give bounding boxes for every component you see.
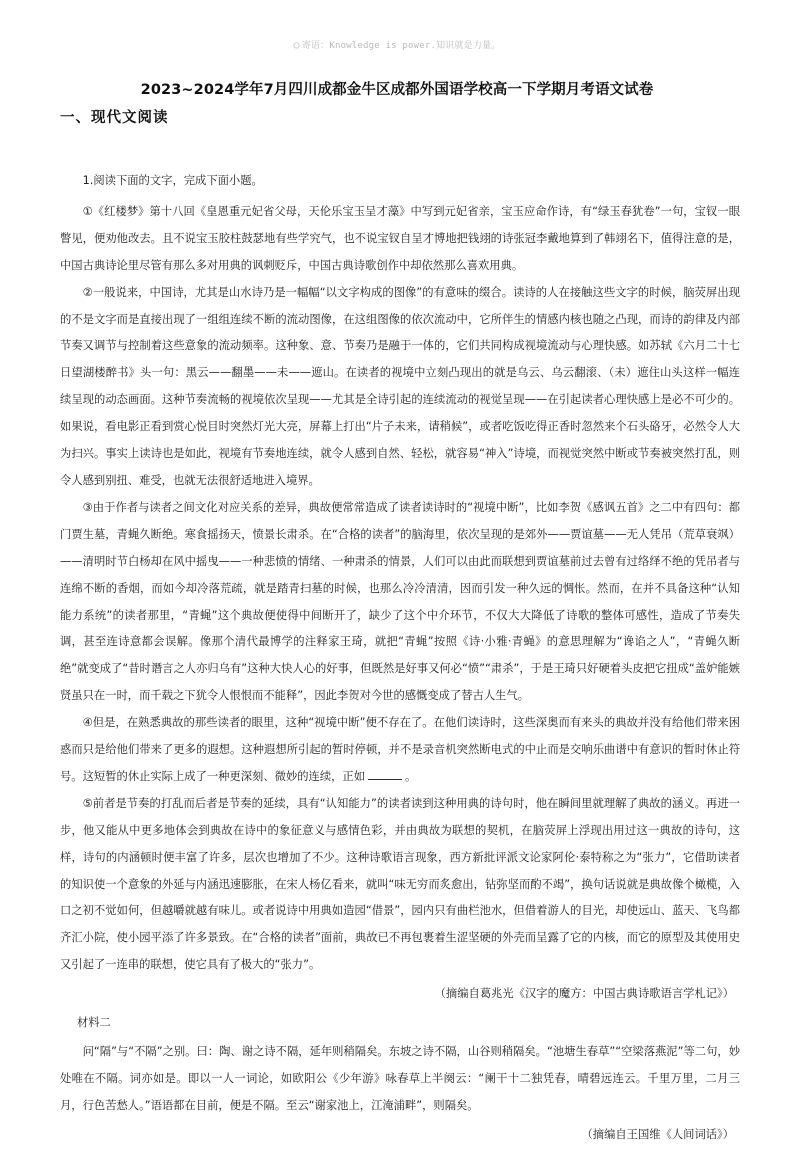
watermark-text: 寄语：Knowledge is power.知识就是力量。 [301,41,501,51]
source-citation-1: （摘编自葛兆光《汉字的魔方：中国古典诗歌语言学札记》） [434,987,734,1001]
reading-passage [60,168,740,1151]
source-citation-2: （摘编自王国维《人间词话》） [581,1127,734,1141]
material-two-paragraph: 问“隔”与“不隔”之别。曰：陶、谢之诗不隔，延年则稍隔矣。东坡之诗不隔，山谷则稍隔矣。“池塘生春草”“空梁落燕泥”等二句，妙处唯在不隔。词亦如是。即以一人一词论，如欧阳公《少年游》咏春草上半阕云：“阑干十二独凭春，晴碧远连云。千里万里，二月三月，行色苦愁人。”语语都在目前，便是不隔。至云“谢家池上，江淹浦畔”，则隔矣。 [60,1045,740,1112]
question-instruction: 1.阅读下面的文字，完成下面小题。 [82,174,263,187]
fill-in-blank [368,767,402,780]
paragraph-4-end: 。 [405,769,417,783]
document-title: 2023~2024学年7月四川成都金牛区成都外国语学校高一下学期月考语文试卷 [140,82,654,98]
paragraph-3: ③由于作者与读者之间文化对应关系的差异，典故便常常造成了读者读诗时的“视境中断”，比如李贺《感讽五首》之二中有四句：都门贾生墓，青蝇久断绝。寒食摇扬天，愤景长肃杀。在“合格的读者”的脑海里，依次呈现的是郊外——贾谊墓——无人凭吊（荒草衰飒）——清明时节白杨却在风中摇曳——一种悲愤的情绪、一种肃杀的情景，人们可以由此而联想到贾谊墓前过去曾有过络绎不绝的凭吊者与连绵不断的香烟，而如今却冷落荒疏，就是踏青扫墓的时候，也那么冷冷清清，因而引发一种久远的惆怅。然而，在并不具备这种“认知能力系统”的读者那里，“青蝇”这个典故便使得中间断开了，缺少了这个中介环节，不仅大大降低了诗歌的整体可感性，造成了节奏失调，甚至连诗意都会误解。像那个清代最博学的注释家王琦，就把“青蝇”按照《诗·小雅·青蝇》的意思理解为“谗谄之人”，“青蝇久断绝”就变成了“昔时谮言之人亦归乌有”这种大快人心的好事，但既然是好事又何必“愤”“肃杀”，于是王琦只好硬着头皮把它扭成“盖妒能嫉贤虽只在一时，而千载之下犹令人恨恨而不能释”，因此李贺对今世的感慨变成了替古人生气。 [60,500,740,703]
paragraph-2: ②一般说来，中国诗，尤其是山水诗乃是一幅幅“以文字构成的图像”的有意味的缀合。读诗的人在接触这些文字的时候，脑荧屏出现的不是文字而是直接出现了一组组连续不断的流动图像，在这组图像的依次流动中，它所伴生的情感内核也随之凸现，而诗的韵律及内部节奏又调节与控制着这些意象的流动频率。这种象、意、节奏乃是融于一体的，它们共同构成视境流动与心理快感。如苏轼《六月二十七日望湖楼醉书》头一句：黑云——翻墨——未——遮山。在读者的视境中立刻凸现出的就是乌云、乌云翻滚、（未）遮住山头这样一幅连续呈现的动态画面。这种节奏流畅的视境依次呈现——尤其是全诗引起的连续流动的视觉呈现——在引起读者心理快感上是必不可少的。如果说，看电影正看到赏心悦目时突然灯光大亮，屏幕上打出“片子未来，请稍候”，或者吃饭吃得正香时忽然来个石头硌牙，必然令人大为扫兴。事实上读诗也是如此，视境有节奏地连续，就令人感到自然、轻松，就容易“神入”诗境，而视觉突然中断或节奏被突然打乱，则令人感到别扭、难受，也就无法很舒适地进入境界。 [60,285,740,487]
paragraph-4-text: ④但是，在熟悉典故的那些读者的眼里，这种“视境中断”便不存在了。在他们读诗时，这些深奥而有来头的典故并没有给他们带来困惑而只是给他们带来了更多的遐想。这种遐想所引起的暂时停顿，并不是录音机突然断电式的中止而是交响乐曲谱中有意识的暂时休止符号。这短暂的休止实际上成了一种更深刻、微妙的连续，正如 [60,716,740,783]
section-heading: 一、现代文阅读 [60,109,169,126]
watermark [0,38,794,51]
material-two-label: 材料二 [76,1016,111,1030]
paragraph-5: ⑤前者是节奏的打乱而后者是节奏的延续，具有“认知能力”的读者读到这种用典的诗句时，他在瞬间里就理解了典故的涵义。再进一步，他又能从中更多地体会到典故在诗中的象征意义与感情色彩，并由典故为联想的契机，在脑荧屏上浮现出用过这一典故的诗句，这样，诗句的内涵顿时便丰富了许多，层次也增加了不少。这种诗歌语言现象，西方新批评派文论家阿伦·泰特称之为“张力”，它借助读者的知识使一个意象的外延与内涵迅速膨胀，在宋人杨亿看来，就叫“味无穷而炙愈出，钻弥坚而酌不竭”，换句话说就是典故像个橄榄，入口之初不觉如何，但越嚼就越有味儿。或者说诗中用典如造园“借景”，园内只有曲栏池水，但借着游人的目光，却使远山、蓝天、飞鸟都齐汇小院，使小园平添了许多景致。在“合格的读者”面前，典故已不再包裹着生涩坚硬的外壳而呈露了它的内核，而它的原型及其使用史又引起了一连串的联想，使它具有了极大的“张力”。 [60,796,740,972]
watermark-icon: ○ [293,40,300,51]
paragraph-4 [60,710,740,791]
paragraph-1: ①《红楼梦》第十八回《皇恩重元妃省父母，天伦乐宝玉呈才藻》中写到元妃省亲，宝玉应命作诗，有“绿玉春犹卷”一句，宝钗一眼瞥见，便劝他改去。且不说宝玉胶柱鼓瑟地有些学究气，也不说宝钗自呈才博地把钱翊的诗张冠李戴地算到了韩翊名下，值得注意的是，中国古典诗论里尽管有那么多对用典的讽刺贬斥，中国古典诗歌创作中却依然那么喜欢用典。 [60,204,740,272]
